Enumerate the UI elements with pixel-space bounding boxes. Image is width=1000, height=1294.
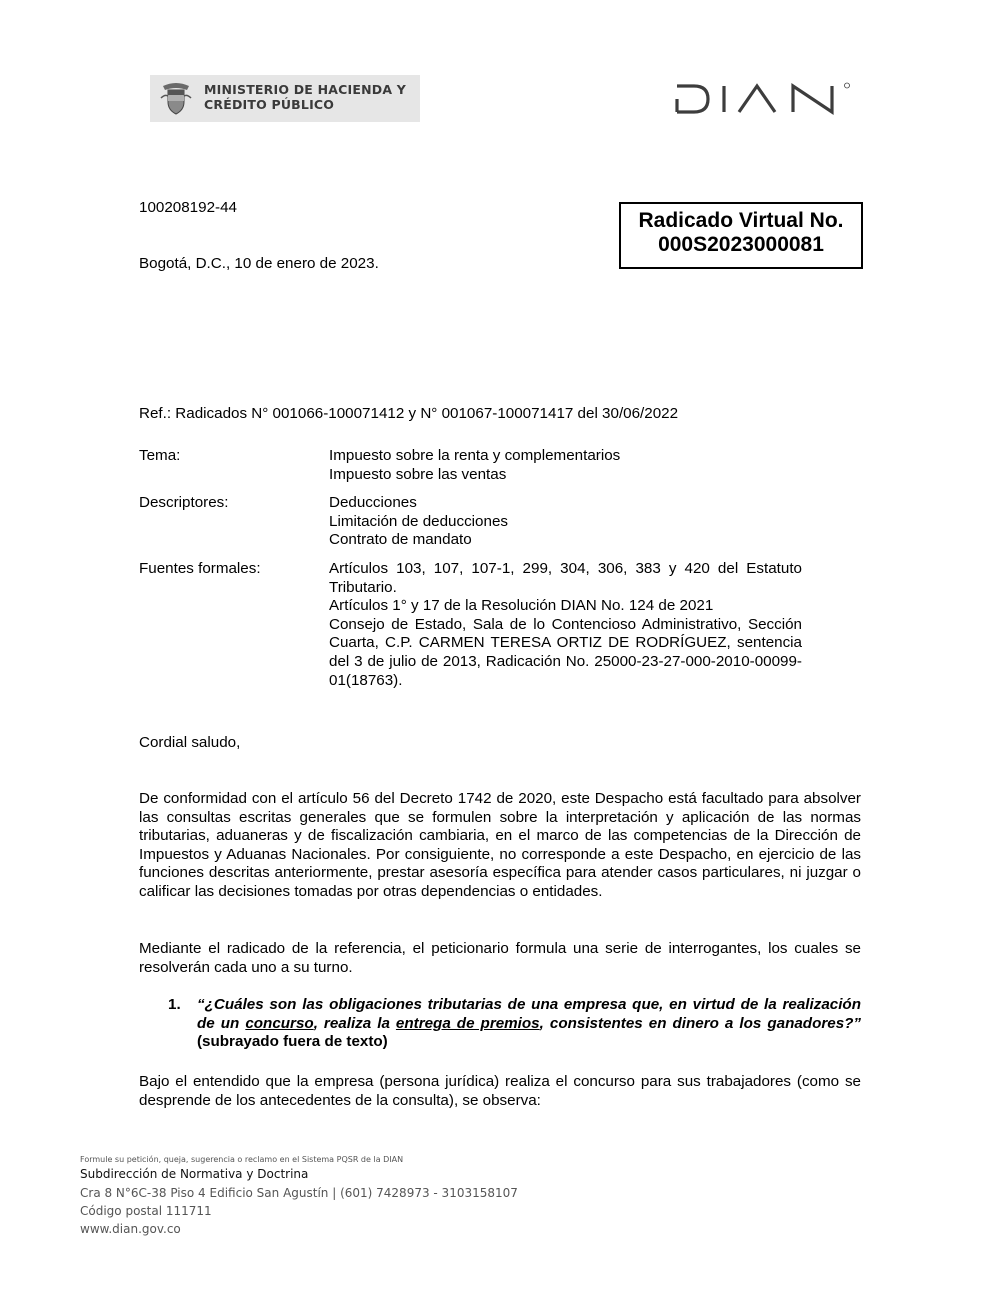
ministry-name-line2: CRÉDITO PÚBLICO xyxy=(204,97,335,112)
tema-value: Impuesto sobre la renta y complementarios xyxy=(329,447,621,464)
question-number: 1. xyxy=(168,996,181,1013)
ministry-name-line1: MINISTERIO DE HACIENDA Y xyxy=(204,82,407,97)
radicado-label: Radicado Virtual No. xyxy=(638,209,844,232)
descriptor-value: Limitación de deducciones xyxy=(329,512,508,530)
footer-postal: Código postal 111711 xyxy=(80,1204,212,1218)
paragraph-entendido: Bajo el entendido que la empresa (persona jurídica) realiza el concurso para sus trabajadores (como se desprende de los antecedentes de la consulta), se observa: xyxy=(139,1073,861,1109)
question-text xyxy=(197,996,861,1052)
tema-value: Impuesto sobre las ventas xyxy=(329,465,507,483)
fuente-value: Artículos 1° y 17 de la Resolución DIAN No. 124 de 2021 xyxy=(329,597,714,615)
colombia-coat-of-arms-icon xyxy=(157,80,195,117)
radicado-box xyxy=(619,202,863,269)
fuentes-values xyxy=(329,560,802,690)
descriptores-label: Descriptores: xyxy=(139,494,229,511)
footer-office: Subdirección de Normativa y Doctrina xyxy=(80,1167,309,1181)
question-underlined: entrega de premios xyxy=(395,1014,540,1032)
ministry-name xyxy=(204,82,406,112)
question-underlined: concurso xyxy=(245,1014,314,1032)
reference-line: Ref.: Radicados N° 001066-100071412 y N° 001067-100071417 del 30/06/2022 xyxy=(139,405,679,422)
footer-pqsr: Formule su petición, queja, sugerencia o reclamo en el Sistema PQSR de la DIAN xyxy=(80,1155,404,1164)
question-note: (subrayado fuera de texto) xyxy=(197,1033,388,1051)
tema-values xyxy=(329,447,802,484)
document-number: 100208192-44 xyxy=(139,199,237,216)
fuente-value: Consejo de Estado, Sala de lo Contencioso Administrativo, Sección Cuarta, C.P. CARMEN TERESA ORTIZ DE RODRÍGUEZ, sentencia del 3 de julio de 2013, Radicación No. 25000-23-27-000-2010-00099-01(18763). xyxy=(329,615,802,689)
question-part: “¿Cuáles son las obligaciones tributarias de una empresa que, en virtud de la realización de un xyxy=(197,996,861,1032)
descriptor-value: Deducciones xyxy=(329,494,417,511)
greeting: Cordial saludo, xyxy=(139,734,241,751)
descriptor-value: Contrato de mandato xyxy=(329,531,472,549)
question-part: , consistentes en dinero a los ganadores?” xyxy=(539,1014,862,1032)
fuente-value: Artículos 103, 107, 107-1, 299, 304, 306, 383 y 420 del Estatuto Tributario. xyxy=(329,560,802,596)
fuentes-label: Fuentes formales: xyxy=(139,560,261,577)
paragraph-interrogantes: Mediante el radicado de la referencia, el peticionario formula una serie de interrogantes, los cuales se resolverán cada uno a su turno. xyxy=(139,940,861,976)
place-date: Bogotá, D.C., 10 de enero de 2023. xyxy=(139,255,379,272)
tema-label: Tema: xyxy=(139,447,181,464)
dian-logo xyxy=(674,82,852,116)
descriptores-values xyxy=(329,494,802,550)
paragraph-competence: De conformidad con el artículo 56 del Decreto 1742 de 2020, este Despacho está facultado para absolver las consultas escritas generales que se formulen sobre la interpretación y aplicación de las normas tributarias, aduaneras y de fiscalización cambiaria, en el marco de las competencias de la Dirección de Impuestos y Aduanas Nacionales. Por consiguiente, no corresponde a este Despacho, en ejercicio de las funciones descritas anteriormente, prestar asesoría específica para atender casos particulares, ni juzgar o calificar las decisiones tomadas por otras dependencias o entidades. xyxy=(139,790,861,900)
radicado-number: 000S2023000081 xyxy=(658,233,824,256)
footer-address: Cra 8 N°6C-38 Piso 4 Edificio San Agustín | (601) 7428973 - 3103158107 xyxy=(80,1186,518,1200)
footer-website[interactable]: www.dian.gov.co xyxy=(80,1222,181,1236)
question-part: , realiza la xyxy=(313,1014,396,1032)
